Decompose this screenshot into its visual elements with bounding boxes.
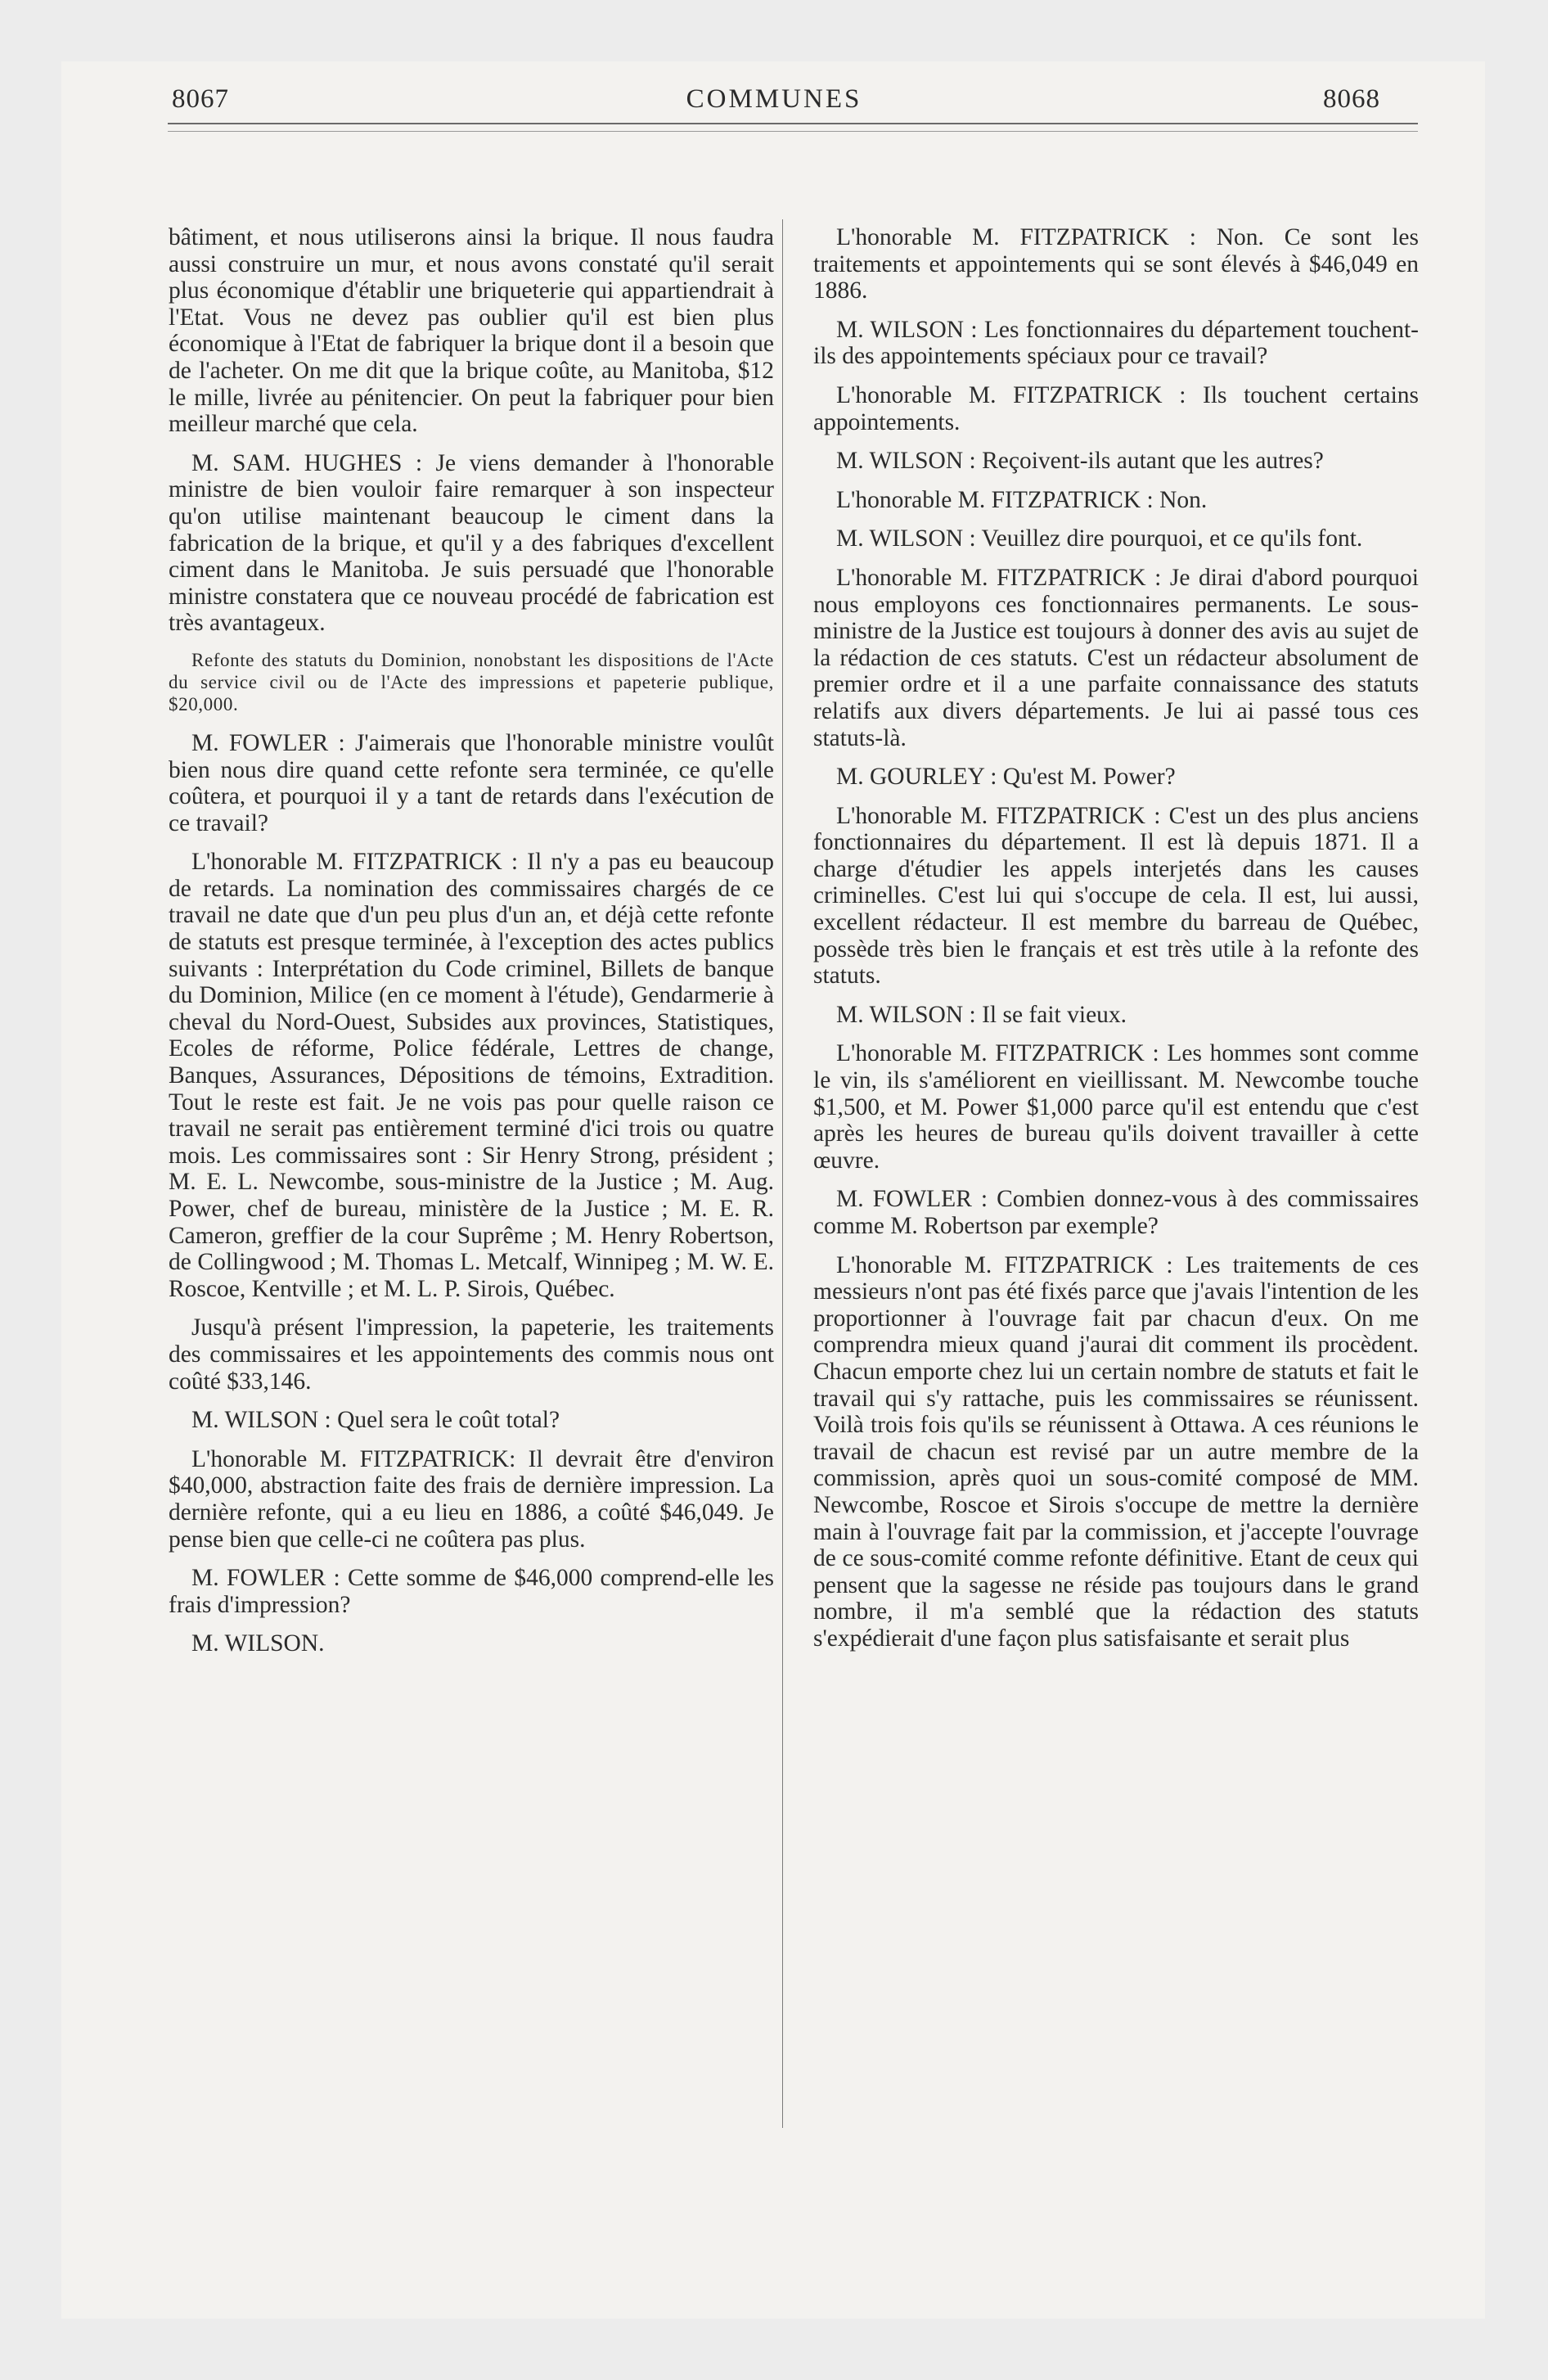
paragraph: L'honorable M. FITZPATRICK : Non. Ce sont les traitements et appointements qui se sont élevés à $46,049 en 1886. — [813, 224, 1419, 304]
paragraph: L'honorable M. FITZPATRICK : C'est un des plus anciens fonctionnaires du département. Il est là depuis 1871. Il a charge d'étudier les appels interjetés dans les causes criminelles. C'est lui qui s'occupe de cela. Il est, lui aussi, excellent rédacteur. Il est membre du barreau de Québec, possède très bien le français et est très utile à la refonte des statuts. — [813, 802, 1419, 989]
paragraph: L'honorable M. FITZPATRICK : Il n'y a pas eu beaucoup de retards. La nomination des commissaires chargés de ce travail ne date que d'un peu plus d'un an, et déjà cette refonte de statuts est presque terminée, à l'exception des actes publics suivants : Interprétation du Code criminel, Billets de banque du Dominion, Milice (en ce moment à l'étude), Gendarmerie à cheval du Nord-Ouest, Subsides aux provinces, Statistiques, Ecoles de réforme, Police fédérale, Lettres de change, Banques, Assurances, Dépositions de témoins, Extradition. Tout le reste est fait. Je ne vois pas pour quelle raison ce travail ne serait pas entièrement terminé d'ici trois ou quatre mois. Les commissaires sont : Sir Henry Strong, président ; M. E. L. Newcombe, sous-ministre de la Justice ; M. Aug. Power, chef de bureau, ministère de la Justice ; M. E. R. Cameron, greffier de la cour Suprême ; M. Henry Robertson, de Collingwood ; M. Thomas L. Metcalf, Winnipeg ; M. W. E. Roscoe, Kentville ; et M. L. P. Sirois, Québec. — [169, 849, 774, 1302]
paragraph: M. WILSON : Quel sera le coût total? — [191, 1407, 560, 1434]
right-column — [813, 224, 1419, 1665]
paragraph: Jusqu'à présent l'impression, la papeterie, les traitements des commissaires et les appointements des commis nous ont coûté $33,146. — [169, 1314, 774, 1395]
paragraph: M. WILSON : Veuillez dire pourquoi, et ce qu'ils font. — [836, 525, 1363, 552]
paragraph: M. WILSON. — [191, 1630, 325, 1657]
paragraph: L'honorable M. FITZPATRICK: Il devrait être d'environ $40,000, abstraction faite des frais de dernière impression. La dernière refonte, qui a eu lieu en 1886, a coûté $46,049. Je pense bien que celle-ci ne coûtera pas plus. — [169, 1445, 774, 1553]
paragraph: L'honorable M. FITZPATRICK : Les hommes sont comme le vin, ils s'améliorent en vieillissant. M. Newcombe touche $1,500, et M. Power $1,000 parce qu'il est entendu que c'est après les heures de bureau qu'ils doivent travailler à cette œuvre. — [813, 1040, 1419, 1174]
paragraph: M. WILSON : Reçoivent-ils autant que les autres? — [836, 448, 1324, 475]
paragraph: M. SAM. HUGHES : Je viens demander à l'honorable ministre de bien vouloir faire remarquer à son inspecteur qu'on utilise maintenant beaucoup le ciment dans la fabrication de la brique, et qu'il y a des fabriques d'excellent ciment dans le Manitoba. Je suis persuadé que l'honorable ministre constatera que ce nouveau procédé de fabrication est très avantageux. — [169, 449, 774, 637]
paragraph: bâtiment, et nous utiliserons ainsi la brique. Il nous faudra aussi construire un mur, et nous avons constaté qu'il serait plus économique d'établir une briqueterie qui appartiendrait à l'Etat. Vous ne devez pas oublier qu'il est bien plus économique à l'Etat de fabriquer la brique dont il a besoin que de l'acheter. On me dit que la brique coûte, au Manitoba, $12 le mille, livrée au pénitencier. On peut la fabriquer pour bien meilleur marché que cela. — [169, 224, 774, 438]
paragraph: M. FOWLER : Cette somme de $46,000 comprend-elle les frais d'impression? — [169, 1565, 774, 1618]
paragraph: M. FOWLER : J'aimerais que l'honorable ministre voulût bien nous dire quand cette refonte sera terminée, ce qu'elle coûtera, et pourquoi il y a tant de retards dans l'exécution de ce travail? — [169, 729, 774, 836]
paragraph: M. GOURLEY : Qu'est M. Power? — [836, 764, 1176, 791]
header-rule — [168, 123, 1418, 124]
header-rule-thin — [168, 131, 1418, 132]
paragraph: L'honorable M. FITZPATRICK : Ils touchent certains appointements. — [813, 381, 1419, 435]
column-divider — [782, 219, 783, 2128]
paragraph: L'honorable M. FITZPATRICK : Je dirai d'abord pourquoi nous employons ces fonctionnaires permanents. Le sous-ministre de la Justice est toujours à donner des avis au sujet de la rédaction de ces statuts. C'est un rédacteur absolument de premier ordre et il a une parfaite connaissance des statuts relatifs aux divers départements. Je lui ai passé tous ces statuts-là. — [813, 564, 1419, 751]
paragraph: M. WILSON : Il se fait vieux. — [836, 1001, 1127, 1028]
paragraph: M. FOWLER : Combien donnez-vous à des commissaires comme M. Robertson par exemple? — [813, 1186, 1419, 1239]
page-title: COMMUNES — [686, 84, 862, 114]
paragraph: M. WILSON : Les fonctionnaires du département touchent-ils des appointements spéciaux pour ce travail? — [813, 316, 1419, 370]
left-column — [169, 224, 774, 1670]
budget-item-note: Refonte des statuts du Dominion, nonobstant les dispositions de l'Acte du service civil ou de l'Acte des impressions et papeterie publique, $20,000. — [169, 649, 774, 714]
paragraph: L'honorable M. FITZPATRICK : Non. — [836, 486, 1208, 513]
page-number-right: 8068 — [1323, 84, 1380, 114]
page-number-left: 8067 — [172, 84, 229, 114]
paragraph: L'honorable M. FITZPATRICK : Les traitements de ces messieurs n'ont pas été fixés parce que j'avais l'intention de les proportionner à l'ouvrage fait par chacun d'eux. On me comprendra mieux quand j'aurai dit comment ils procèdent. Chacun emporte chez lui un certain nombre de statuts et fait le travail qui s'y rattache, puis les commissaires se réunissent. Voilà trois fois qu'ils se réunissent à Ottawa. A ces réunions le travail de chacun est revisé par un autre membre de la commission, après quoi un sous-comité composé de MM. Newcombe, Roscoe et Sirois s'occupe de mettre la dernière main à l'ouvrage fait par la commission, et j'accepte l'ouvrage de ce sous-comité comme refonte définitive. Etant de ceux qui pensent que la sagesse ne réside pas toujours dans le grand nombre, il m'a semblé que la rédaction des statuts s'expédierait d'une façon plus satisfaisante et serait plus — [813, 1251, 1419, 1652]
